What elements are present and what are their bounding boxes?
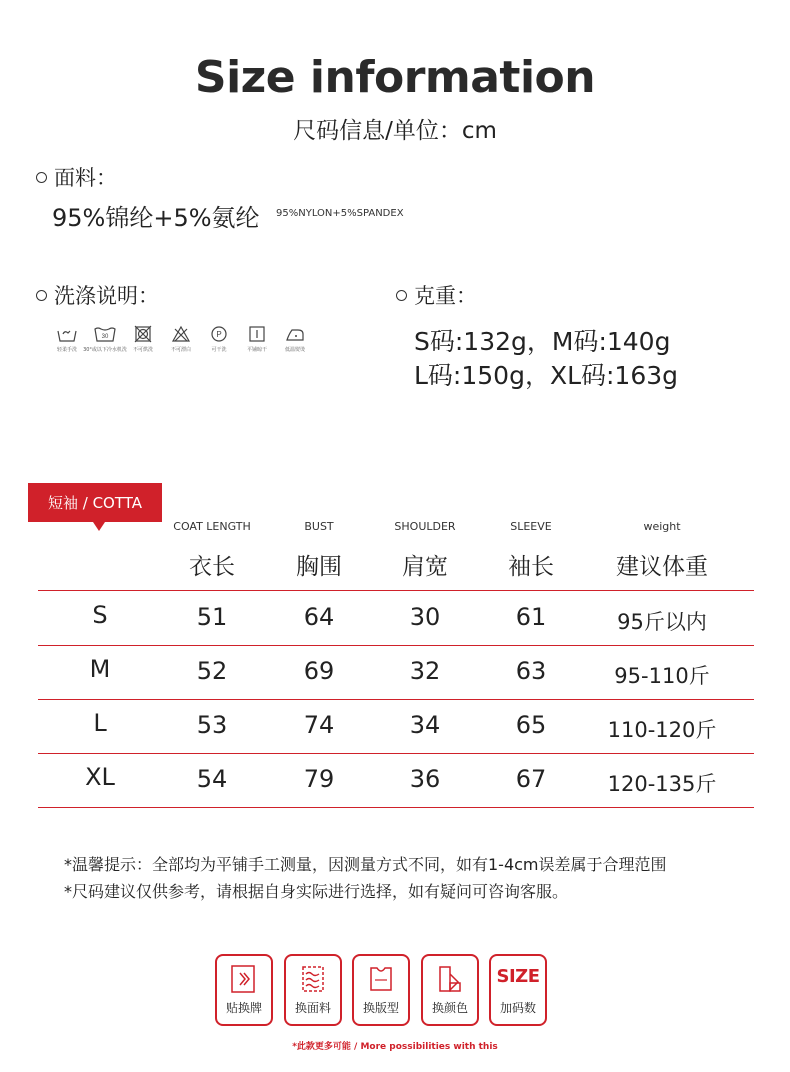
table-cell: 53	[196, 711, 228, 739]
row-divider	[38, 753, 754, 754]
table-cell: 64	[303, 603, 335, 631]
row-divider	[38, 699, 754, 700]
washing-heading-label: 洗涤说明：	[54, 284, 159, 308]
wash-item: 30 30°或以下冷水机洗	[86, 325, 124, 353]
table-cell: 36	[409, 765, 441, 793]
bullet-icon	[36, 172, 47, 183]
col-header-cn: 袖长	[508, 554, 554, 580]
table-cell-weight: 95-110斤	[614, 664, 710, 688]
washing-heading	[36, 280, 159, 310]
wash-item: 不可烘洗	[124, 325, 162, 353]
service-color-swap: 换颜色	[421, 954, 479, 1026]
fabric-heading-label: 面料：	[54, 166, 117, 190]
service-size-add: SIZE 加码数	[489, 954, 547, 1026]
table-cell-weight: 95斤以内	[617, 610, 707, 634]
table-cell: 79	[303, 765, 335, 793]
fabric-swap-icon	[295, 962, 331, 996]
size-cell: L	[93, 709, 107, 737]
flat-dry-icon	[246, 325, 268, 343]
table-cell: 69	[303, 657, 335, 685]
size-advice-note: *尺码建议仅供参考，请根据自身实际进行选择，如有疑问可咨询客服。	[64, 882, 569, 901]
col-header-cn: 建议体重	[616, 554, 708, 580]
fabric-composition: 95%锦纶+5%氨纶	[52, 204, 260, 232]
table-cell: 30	[409, 603, 441, 631]
col-header-en: COAT LENGTH	[173, 520, 251, 533]
wash-30-icon	[94, 325, 116, 343]
table-cell: 52	[196, 657, 228, 685]
table-cell: 51	[196, 603, 228, 631]
size-cell: S	[92, 601, 108, 629]
category-tag: 短袖 / COTTA	[28, 483, 162, 522]
no-bleach-icon	[170, 325, 192, 343]
svg-text:P: P	[216, 330, 222, 339]
col-header-en: SLEEVE	[510, 520, 552, 533]
col-header-cn: 胸围	[296, 554, 342, 580]
low-iron-icon	[284, 325, 306, 343]
service-pattern-swap: 换版型	[352, 954, 410, 1026]
tag-pointer	[93, 522, 105, 531]
wash-item: 轻柔手洗	[48, 325, 86, 353]
fabric-heading	[36, 162, 117, 192]
row-divider	[38, 645, 754, 646]
more-possibilities: *此款更多可能 / More possibilities with this	[292, 1042, 498, 1052]
col-header-cn: 衣长	[189, 554, 235, 580]
washing-icons	[48, 325, 314, 353]
wash-item: P 可干洗	[200, 325, 238, 353]
fabric-composition-english: 95%NYLON+5%SPANDEX	[276, 208, 404, 219]
table-cell: 32	[409, 657, 441, 685]
col-header-en: BUST	[304, 520, 334, 533]
col-header-en: SHOULDER	[394, 520, 456, 533]
table-cell: 54	[196, 765, 228, 793]
size-cell: M	[89, 655, 111, 683]
size-add-icon: SIZE	[496, 966, 540, 987]
table-cell: 65	[515, 711, 547, 739]
row-divider	[38, 807, 754, 808]
svg-text:30: 30	[101, 334, 109, 340]
color-swap-icon	[432, 962, 468, 996]
no-tumble-dry-icon	[132, 325, 154, 343]
size-cell: XL	[85, 763, 115, 791]
pattern-swap-icon	[363, 962, 399, 996]
table-cell-weight: 110-120斤	[607, 718, 717, 742]
dry-clean-p-icon	[208, 325, 230, 343]
table-cell: 67	[515, 765, 547, 793]
table-cell: 63	[515, 657, 547, 685]
table-cell-weight: 120-135斤	[607, 772, 717, 796]
wash-item: 不可漂白	[162, 325, 200, 353]
weight-heading-label: 克重：	[414, 284, 477, 308]
col-header-en: weight	[643, 520, 681, 533]
page-subtitle: 尺码信息/单位：cm	[293, 118, 497, 144]
row-divider	[38, 590, 754, 591]
weight-heading	[396, 280, 477, 310]
table-cell: 34	[409, 711, 441, 739]
page-title: Size information	[194, 52, 596, 103]
bullet-icon	[36, 290, 47, 301]
service-label-swap: 贴换牌	[215, 954, 273, 1026]
col-header-cn: 肩宽	[402, 554, 448, 580]
label-swap-icon	[226, 962, 262, 996]
table-cell: 61	[515, 603, 547, 631]
weight-line-2: L码:150g，XL码:163g	[414, 361, 679, 390]
bullet-icon	[396, 290, 407, 301]
measurement-note: *温馨提示：全部均为平铺手工测量，因测量方式不同，如有1-4cm误差属于合理范围	[64, 855, 667, 874]
wash-item: 平铺晾干	[238, 325, 276, 353]
hand-wash-icon	[56, 325, 78, 343]
wash-item: 低温熨烫	[276, 325, 314, 353]
weight-line-1: S码:132g，M码:140g	[414, 327, 671, 356]
service-fabric-swap: 换面料	[284, 954, 342, 1026]
table-cell: 74	[303, 711, 335, 739]
